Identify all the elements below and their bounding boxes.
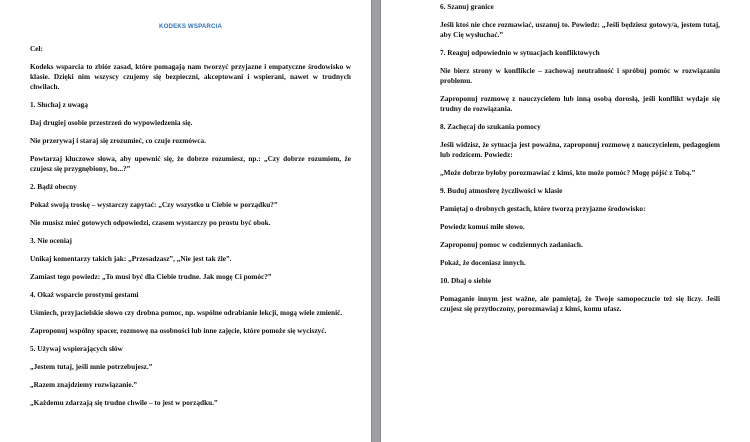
left-body <box>30 44 351 408</box>
section-heading: 10. Dbaj o siebie <box>440 276 492 285</box>
paragraph: Jeśli widzisz, że sytuacja jest poważna, zaproponuj rozmowę z nauczycielem, pedagogiem lub rodzicem. Powiedz: <box>440 140 720 159</box>
section-heading: 1. Słuchaj z uwagą <box>30 100 88 109</box>
paragraph: Zaproponuj wspólny spacer, rozmowę na osobności lub inne zajęcie, które pomoże się wyciszyć. <box>30 326 327 335</box>
paragraph: Daj drugiej osobie przestrzeń do wypowiedzenia się. <box>30 118 193 127</box>
section-heading: 3. Nie oceniaj <box>30 236 72 245</box>
paragraph: Pomaganie innym jest ważne, ale pamiętaj, że Twoje samopoczucie też się liczy. Jeśli czujesz się przytłoczony, porozmawiaj z kimś, komu ufasz. <box>440 294 720 313</box>
section-heading: 9. Buduj atmosferę życzliwości w klasie <box>440 186 563 195</box>
paragraph: Zamiast tego powiedz: „To musi być dla Ciebie trudne. Jak mogę Ci pomóc?” <box>30 272 272 281</box>
section-heading: 8. Zachęcaj do szukania pomocy <box>440 122 541 131</box>
document-page-right <box>381 0 750 442</box>
document-page-left <box>0 0 371 442</box>
section-heading: 4. Okaż wsparcie prostymi gestami <box>30 290 139 299</box>
paragraph: Jeśli ktoś nie chce rozmawiać, uszanuj to. Powiedz: „Jeśli będziesz gotowy/a, jestem tutaj, aby Cię wysłuchać.” <box>440 20 720 39</box>
paragraph: Uśmiech, przyjacielskie słowo czy drobna pomoc, np. wspólne odrabianie lekcji, mogą wiele zmienić. <box>30 308 343 317</box>
document-title: KODEKS WSPARCIA <box>159 23 222 30</box>
paragraph: Pokaż, że doceniasz innych. <box>440 258 526 267</box>
paragraph: Powiedz komuś miłe słowo. <box>440 222 525 231</box>
section-heading: 2. Bądź obecny <box>30 182 77 191</box>
page-content-right <box>440 2 720 322</box>
paragraph: Kodeks wsparcia to zbiór zasad, które pomagają nam tworzyć przyjazne i empatyczne środowisko w klasie. Dzięki nim wszyscy czujemy się bezpieczni, akceptowani i wspierani, nawet w trudnych chwilach. <box>30 62 351 91</box>
paragraph: Unikaj komentarzy takich jak: „Przesadzasz”, „Nie jest tak źle”. <box>30 254 232 263</box>
paragraph: Nie przerywaj i staraj się zrozumieć, co czuje rozmówca. <box>30 136 206 145</box>
section-heading: 5. Używaj wspierających słów <box>30 344 123 353</box>
paragraph: Pokaż swoją troskę – wystarczy zapytać: „Czy wszystko u Ciebie w porządku?” <box>30 200 278 209</box>
page-gap <box>371 0 381 442</box>
right-body <box>440 2 720 314</box>
paragraph: Pamiętaj o drobnych gestach, które tworzą przyjazne środowisko: <box>440 204 646 213</box>
paragraph: Zaproponuj rozmowę z nauczycielem lub inną osobą dorosłą, jeśli konflikt wydaje się trudny do rozwiązania. <box>440 94 720 113</box>
paragraph: Nie musisz mieć gotowych odpowiedzi, czasem wystarczy po prostu być obok. <box>30 218 271 227</box>
paragraph: „Każdemu zdarzają się trudne chwile – to jest w porządku.” <box>30 398 218 407</box>
paragraph: Zaproponuj pomoc w codziennych zadaniach. <box>440 240 583 249</box>
section-heading: 6. Szanuj granice <box>440 2 494 11</box>
paragraph: „Razem znajdziemy rozwiązanie.” <box>30 380 138 389</box>
paragraph: Powtarzaj kluczowe słowa, aby upewnić się, że dobrze rozumiesz, np.: „Czy dobrze rozumiem, że czujesz się przygnębiony, bo...?” <box>30 154 351 173</box>
page-content-left <box>30 22 351 416</box>
paragraph: „Jestem tutaj, jeśli mnie potrzebujesz.” <box>30 362 153 371</box>
section-heading: 7. Reaguj odpowiednio w sytuacjach konfliktowych <box>440 48 600 57</box>
section-heading: Cel: <box>30 44 43 53</box>
paragraph: Nie bierz strony w konflikcie – zachowaj neutralność i spróbuj pomóc w rozwiązaniu problemu. <box>440 66 720 85</box>
paragraph: „Może dobrze byłoby porozmawiać z kimś, kto może pomóc? Mogę pójść z Tobą.” <box>440 168 696 177</box>
